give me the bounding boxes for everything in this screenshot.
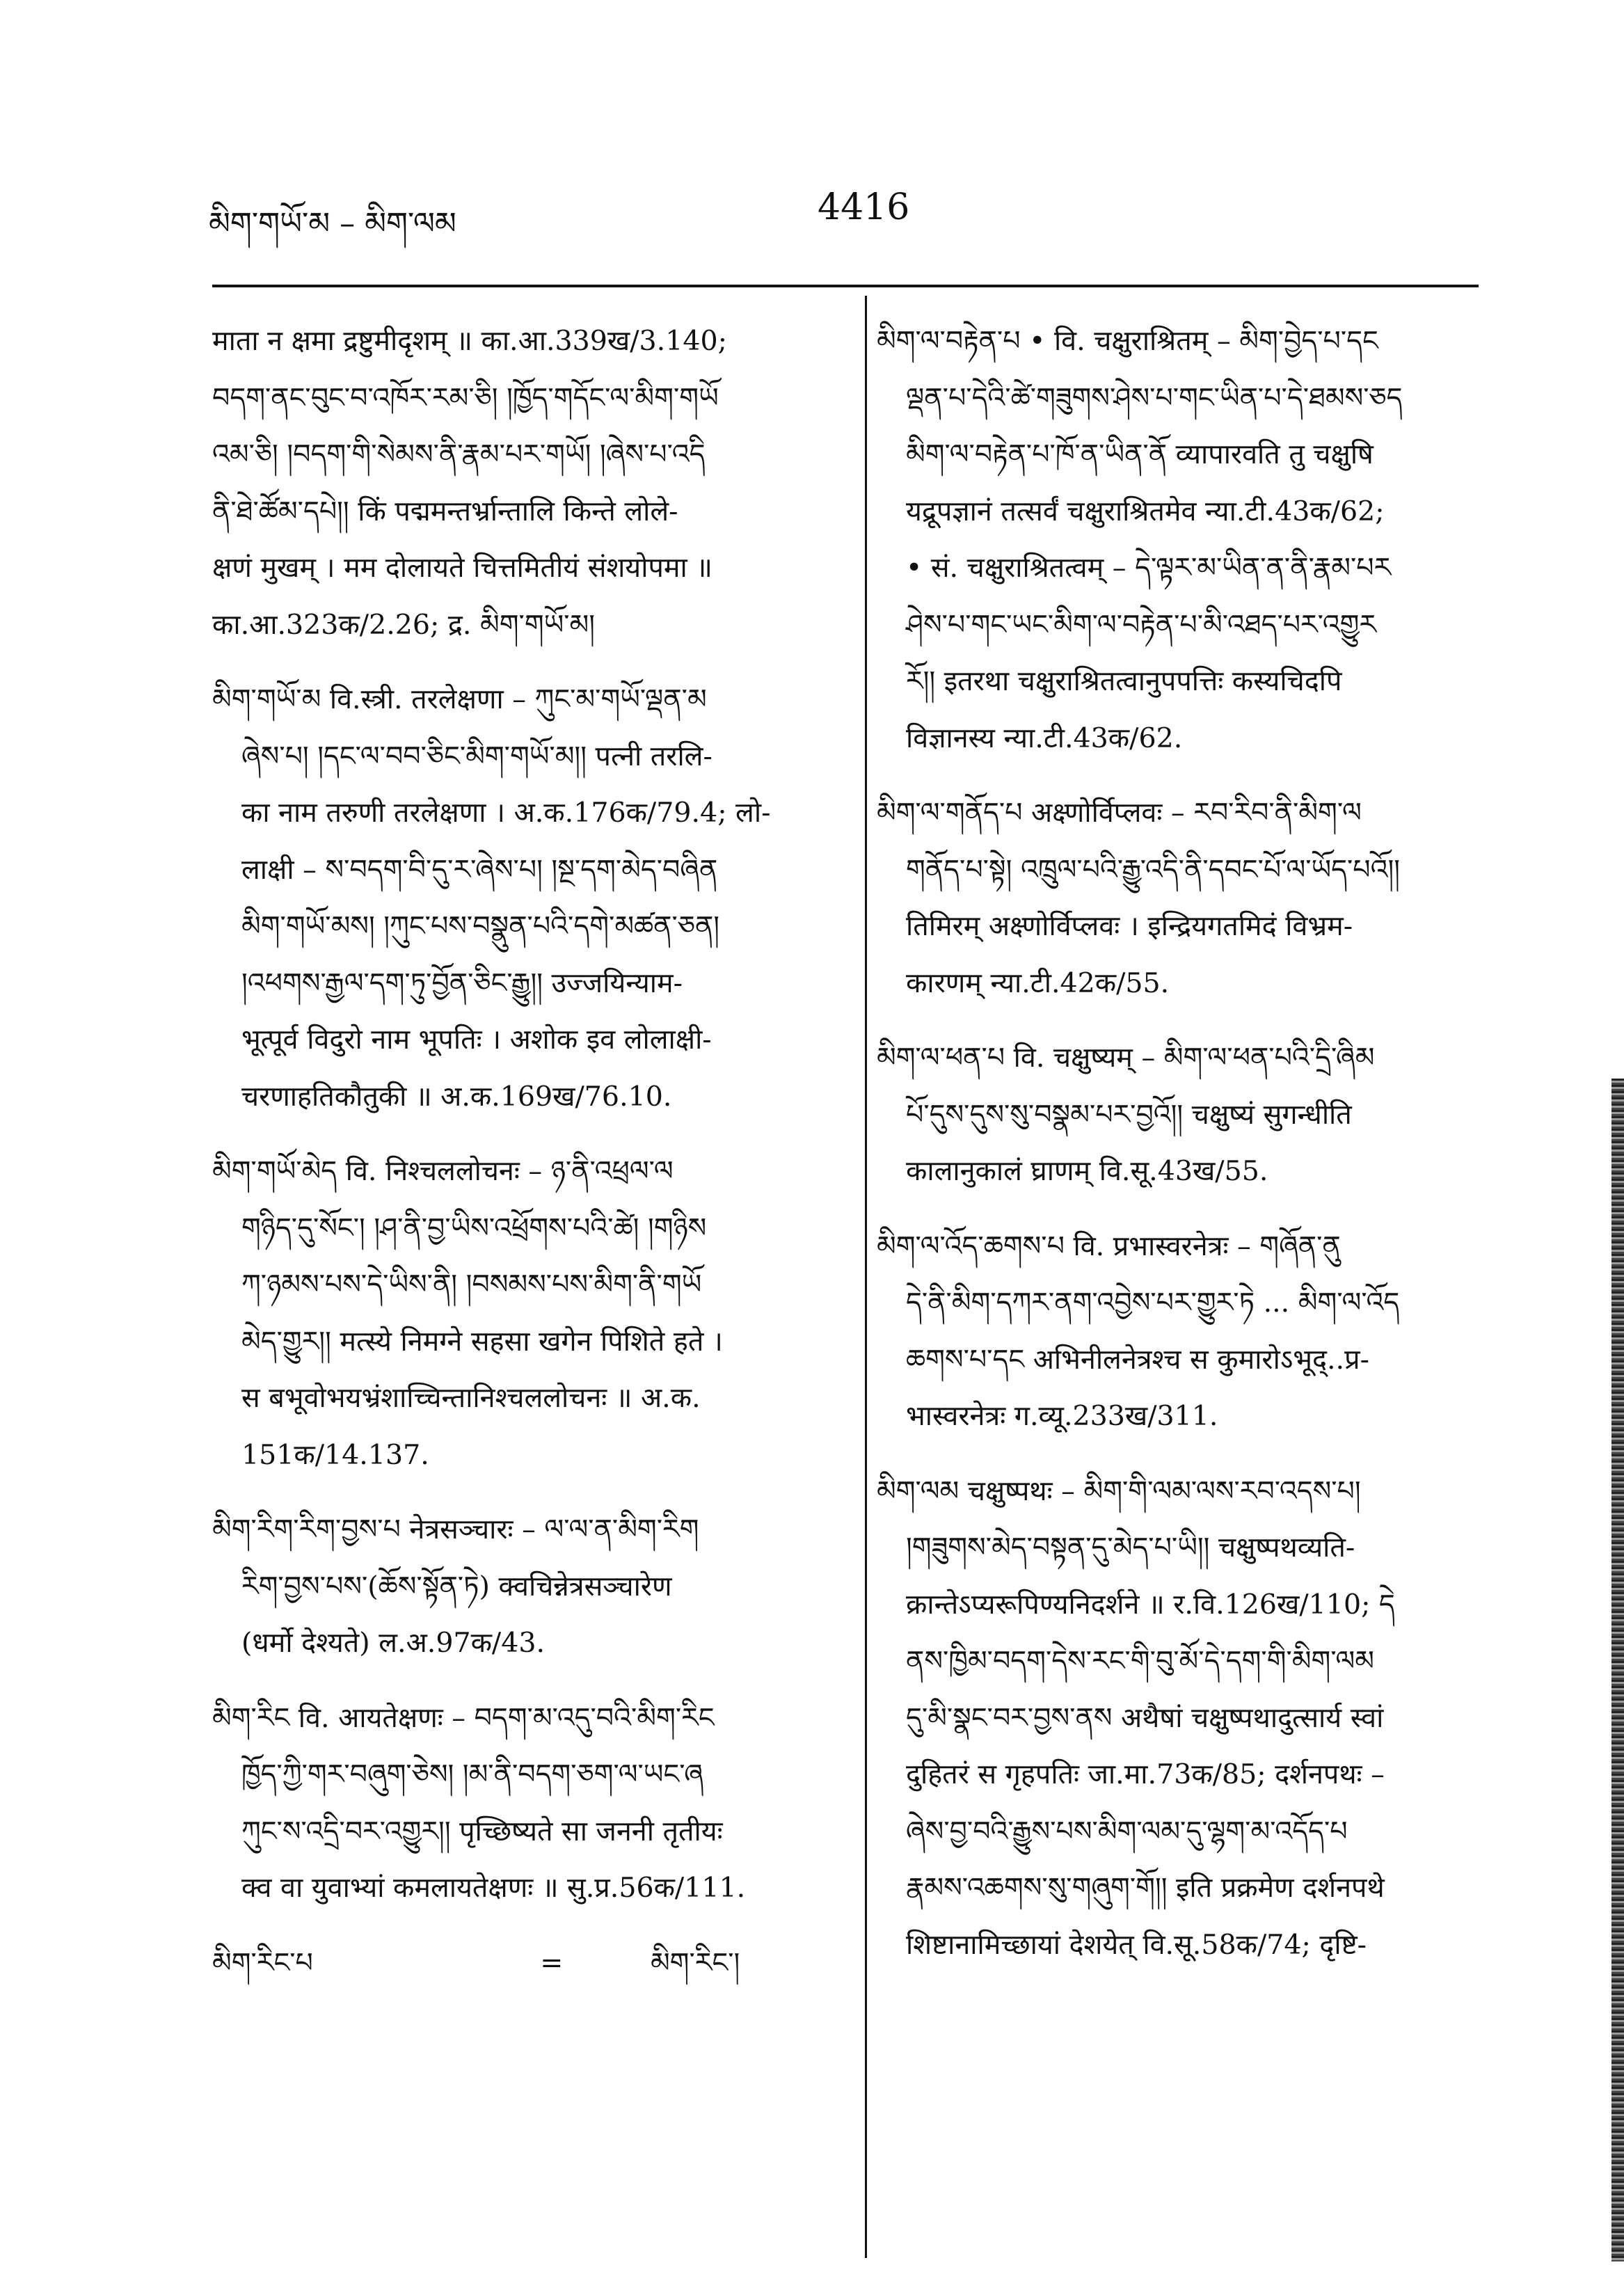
entry-headline: མིག་ལ་བརྟེན་པ • वि. चक्षुराश्रितम् – མིག་བྱེད་པ་དང [877,325,1378,357]
entry-headline: མིག་ལ་ཕན་པ वि. चक्षुष्यम् – མིག་ལ་ཕན་པའི་དྲི་ཞིམ [877,1042,1375,1074]
entry-line: ཁྱོད་ཀྱི་གར་བཞུག་ཅེས། །མ་ནི་བདག་ཅག་ལ་ཡང་ཞ [241,1758,703,1790]
entry-continuation [212,313,811,653]
entry-line: ཆགས་པ་དང अभिनीलनेत्रश्च स कुमारोऽभूद्..प्र- [906,1343,1369,1376]
column-divider [865,296,867,2258]
entry-line: རྣམས་འཆགས་སུ་གཞུག་གོ།། इति प्रक्रमेण दर्शनपथे [906,1872,1385,1904]
entry-line: །འཕགས་རྒྱལ་དག་ཏུ་བྱོན་ཅིང་རྒྱུ།། उज्जयिन्याम- [241,967,683,999]
entry-headline: མིག་གཡོ་མ वि.स्त्री. तरलेक्षणा – ཀུང་མ་གཡོ་ལྡན་མ [212,683,707,715]
entry-mig-la-brten-pa [877,313,1475,767]
entry-line: (धर्मो देश्यते) ल.अ.97क/43. [241,1627,546,1659]
entry-headline: མིག་ལ་གནོད་པ अक्ष्णोर्विप्लवः – རབ་རིབ་ནི་མིག་ལ [877,797,1362,829]
right-column [877,313,1475,1991]
entry-line: མིག་ལ་བརྟེན་པ་ཁོ་ན་ཡིན་ནོ व्यापारवति तु चक्षुषि [906,438,1374,470]
entry-mig-lam [877,1463,1475,1974]
entry-line: लाक्षी – ས་བདག་བི་དུ་ར་ཞེས་པ། །སྔ་དག་མེད་བཞིན [241,853,718,886]
entry-line: དེ་ནི་མིག་དཀར་ནག་འབྱེས་པར་གྱུར་ཏེ ... མིག་ལ་འོད [906,1287,1400,1319]
entry-mig-la-phan-pa [877,1030,1475,1200]
entry-line: ཤེས་པ་གང་ཡང་མིག་ལ་བརྟེན་པ་མི་འཐད་པར་འགྱུར [906,608,1377,641]
entry-headline: མིག་རིག་རིག་བྱས་པ नेत्रसञ्चारः – ལ་ལ་ན་མིག་རིག [212,1513,699,1545]
entry-headline: མིག་རིང वि. आयतेक्षणः – བདག་མ་འདུ་བའི་མིག་རིང [212,1701,715,1734]
entry-line: 151क/14.137. [241,1438,429,1471]
entry-line: མིག་གཡོ་མས། །ཀུང་པས་བསྣུན་པའི་དགེ་མཚན་ཅན། [241,910,720,942]
entry-mig-la-od-chags-pa [877,1218,1475,1445]
entry-line: འམ་ཅི། །བདག་གི་སེམས་ནི་རྣམ་པར་གཡོ། །ཞེས་པ་འདི [212,438,706,470]
entry-line: རིག་བྱས་པས་(ཆོས་སྟོན་ཏེ) क्वचिन्नेत्रसञ्चारेण [241,1570,672,1603]
entry-line: ཞེས་བྱ་བའི་རྒྱུས་པས་མིག་ལམ་དུ་ལྷག་མ་འདོད་པ [906,1815,1348,1847]
entry-line: པོ་དུས་དུས་སུ་བསྣམ་པར་བྱའོ།། चक्षुष्यं सुगन्धीति [906,1098,1352,1131]
entry-line: यद्रूपज्ञानं तत्सर्वं चक्षुराश्रितमेव न्या.टी.43क/62; [906,495,1385,527]
entry-mig-la-gnod-pa [877,785,1475,1012]
entry-line: क्रान्तेऽप्यरूपिण्यनिदर्शने ॥ र.वि.126ख/110; དེ [906,1588,1395,1621]
entry-mig-ring [212,1690,811,1917]
entry-line: དུ་མི་སྣང་བར་བྱས་ནས अथैषां चक्षुष्पथादुत्सार्य स्वां [906,1701,1384,1734]
entry-line: ལྡན་པ་དེའི་ཚེ་གཟུགས་ཤེས་པ་གང་ཡིན་པ་དེ་ཐམས་ཅད [906,381,1403,414]
entry-line: གནོད་པ་སྟེ། འཁྲུལ་པའི་རྒྱུ་འདི་ནི་དབང་པོ་ལ་ཡོད་པའོ།། [906,853,1401,886]
entry-headline: མིག་ལ་འོད་ཆགས་པ वि. प्रभास्वरनेत्रः – གཞོན་ནུ [877,1230,1341,1262]
entry-line: ཀ་ཉམས་པས་དེ་ཡིས་ནི། །བསམས་པས་མིག་ནི་གཡོ [241,1269,702,1301]
scan-edge-artifact [1611,1079,1624,2261]
entry-line: མེད་གྱུར།། मत्स्ये निमग्ने सहसा खगेन पिशिते हते । [241,1325,723,1358]
page-number: 4416 [818,186,910,228]
entry-headline: མིག་རིང་པ = མིག་རིང་། [212,1946,740,1979]
entry-line: རོ།། इतरथा चक्षुराश्रितत्वानुपपत्तिः कस्यचिदपि [906,665,1342,697]
entry-line: का.आ.323क/2.26; द्र. མིག་གཡོ་མ། [212,608,596,641]
entry-line: གཉིད་དུ་སོང་། །ཤ་ནི་བྱ་ཡིས་འཕྲོགས་པའི་ཚེ། །གཉིས [241,1211,707,1244]
entry-line: क्व वा युवाभ्यां कमलायतेक्षणः ॥ सु.प्र.56क/111. [241,1872,746,1904]
entry-line: दुहितरं स गृहपतिः जा.मा.73क/85; दर्शनपथः – [906,1758,1385,1790]
entry-line: • सं. चक्षुराश्रितत्वम् – དེ་ལྟར་མ་ཡིན་ན་ནི་རྣམ་པར [906,552,1392,584]
entry-mig-gyo-ma [212,671,811,1125]
entry-line: कालानुकालं घ्राणम् वि.सू.43ख/55. [906,1155,1268,1187]
entry-line: कारणम् न्या.टी.42क/55. [906,967,1170,999]
entry-line: विज्ञानस्य न्या.टी.43क/62. [906,722,1183,754]
left-column [212,313,811,2010]
entry-line: स बभूवोभयभ्रंशाच्चिन्तानिश्चललोचनः ॥ अ.क. [241,1382,701,1414]
entry-line: ཀུང་ས་འདྲི་བར་འགྱུར།། पृच्छिष्यते सा जननी तृतीयः [241,1815,723,1847]
entry-line: चरणाहतिकौतुकी ॥ अ.क.169ख/76.10. [241,1080,672,1113]
entry-line: शिष्टानामिच्छायां देशयेत् वि.सू.58क/74; दृष्टि- [906,1928,1367,1961]
entry-line: བདག་ནང་བུང་བ་འཁོར་རམ་ཅི། །ཁྱོད་གདོང་ལ་མིག་གཡོ [212,381,719,414]
entry-line: का नाम तरुणी तरलेक्षणा । अ.क.176क/79.4; लो- [241,797,771,829]
running-header: མིག་གཡོ་མ – མིག་ལམ [209,206,456,241]
entry-headline: མིག་ལམ चक्षुष्पथः – མིག་གི་ལམ་ལས་རབ་འདས་པ། [877,1474,1361,1507]
entry-line: ཞེས་པ། །དང་ལ་བབ་ཅིང་མིག་གཡོ་མ།། पत्नी तरलि- [241,740,713,772]
entry-line: ནི་ཐེ་ཚོམ་དཔེ།། किं पद्ममन्तर्भ्रान्तालि किन्ते लोले- [212,495,678,527]
entry-line: तिमिरम् अक्ष्णोर्विप्लवः । इन्द्रियगतमिदं विभ्रम- [906,910,1353,942]
entry-line: ནས་ཁྱིམ་བདག་དེས་རང་གི་བུ་མོ་དེ་དག་གི་མིག་ལམ [906,1645,1375,1677]
header-rule [212,285,1479,287]
entry-mig-gyo-med [212,1143,811,1484]
entry-line: भास्वरनेत्रः ग.व्यू.233ख/311. [906,1400,1218,1432]
entry-headline: མིག་གཡོ་མེད वि. निश्चललोचनः – ཉ་ནི་འཕྲལ་ལ [212,1155,674,1187]
entry-mig-rig-rig [212,1502,811,1672]
entry-mig-ring-pa [212,1935,811,1992]
entry-line: །གཟུགས་མེད་བསྟན་དུ་མེད་པ་ཡི།། चक्षुष्पथव्यति- [906,1532,1355,1564]
entry-line: भूत्पूर्व विदुरो नाम भूपतिः । अशोक इव लोलाक्षी- [241,1024,712,1056]
entry-line: माता न क्षमा द्रष्टुमीदृशम् ॥ का.आ.339ख/3.140; [212,325,727,357]
entry-line: क्षणं मुखम् । मम दोलायते चित्तमितीयं संशयोपमा ॥ [212,552,713,584]
